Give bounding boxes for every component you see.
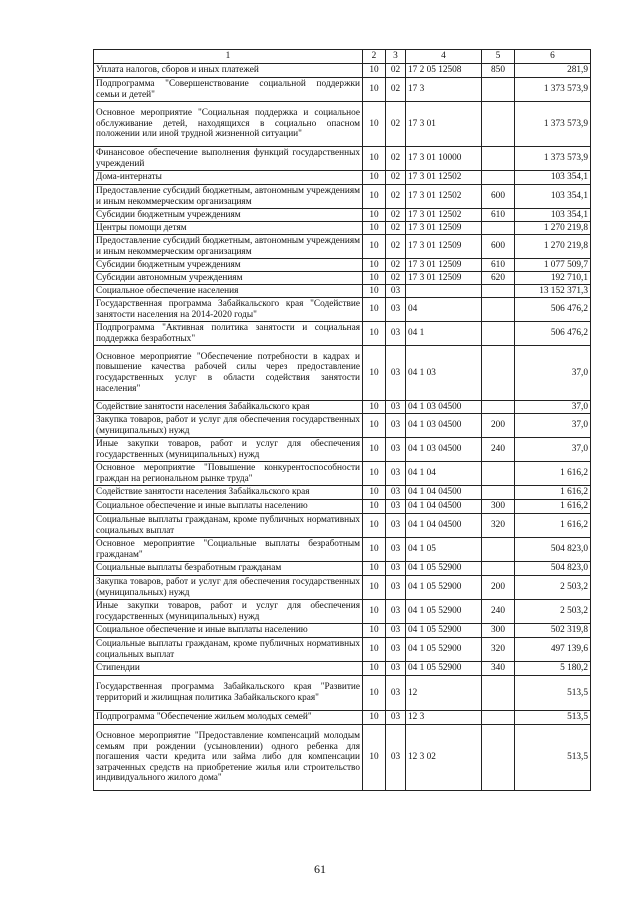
section-code: 10: [363, 78, 386, 102]
expense-type-code: [482, 147, 515, 171]
table-row: [94, 676, 591, 711]
target-article-code: 04 1 03: [406, 346, 482, 401]
amount: 506 476,2: [515, 322, 591, 346]
row-name: Подпрограмма "Совершенствование социальной поддержки семьи и детей": [94, 78, 363, 102]
table-row: [94, 486, 591, 500]
target-article-code: 04 1 04: [406, 462, 482, 486]
target-article-code: 12 3: [406, 711, 482, 725]
expense-type-code: 320: [482, 638, 515, 662]
subsection-code: 03: [386, 486, 406, 500]
subsection-code: 02: [386, 235, 406, 259]
section-code: 10: [363, 662, 386, 676]
row-name: Закупка товаров, работ и услуг для обеспечения государственных (муниципальных) нужд: [94, 414, 363, 438]
row-name: Иные закупки товаров, работ и услуг для обеспечения государственных (муниципальных) нужд: [94, 438, 363, 462]
section-code: 10: [363, 462, 386, 486]
amount: 281,9: [515, 64, 591, 78]
table-row: [94, 298, 591, 322]
target-article-code: 12: [406, 676, 482, 711]
table-row: [94, 78, 591, 102]
amount: 13 152 371,3: [515, 285, 591, 298]
amount: 192 710,1: [515, 272, 591, 285]
section-code: 10: [363, 638, 386, 662]
subsection-code: 02: [386, 209, 406, 222]
target-article-code: 04 1 05 52900: [406, 600, 482, 624]
expense-type-code: 240: [482, 600, 515, 624]
expense-type-code: [482, 462, 515, 486]
row-name: Основное мероприятие "Обеспечение потребности в кадрах и повышение качества рабочей силы через предоставление государственных услуг в области содействия занятости населения": [94, 346, 363, 401]
table-row: [94, 725, 591, 791]
subsection-code: 03: [386, 638, 406, 662]
row-name: Социальное обеспечение и иные выплаты населению: [94, 624, 363, 638]
table-row: [94, 222, 591, 235]
section-code: 10: [363, 235, 386, 259]
subsection-code: 02: [386, 259, 406, 272]
amount: 103 354,1: [515, 185, 591, 209]
table-row: [94, 600, 591, 624]
amount: 504 823,0: [515, 538, 591, 562]
section-code: 10: [363, 298, 386, 322]
expense-type-code: [482, 285, 515, 298]
subsection-code: 02: [386, 102, 406, 147]
row-name: Подпрограмма "Обеспечение жильем молодых семей": [94, 711, 363, 725]
expense-type-code: 200: [482, 576, 515, 600]
section-code: 10: [363, 538, 386, 562]
amount: 1 373 573,9: [515, 147, 591, 171]
row-name: Финансовое обеспечение выполнения функций государственных учреждений: [94, 147, 363, 171]
target-article-code: 17 3 01 12509: [406, 272, 482, 285]
expense-type-code: [482, 102, 515, 147]
section-code: 10: [363, 576, 386, 600]
section-code: 10: [363, 209, 386, 222]
amount: 37,0: [515, 438, 591, 462]
section-code: 10: [363, 414, 386, 438]
expense-type-code: [482, 486, 515, 500]
subsection-code: 02: [386, 272, 406, 285]
budget-table: [93, 49, 591, 791]
table-row: [94, 147, 591, 171]
amount: 37,0: [515, 414, 591, 438]
row-name: Содействие занятости населения Забайкальского края: [94, 401, 363, 414]
section-code: 10: [363, 624, 386, 638]
row-name: Основное мероприятие "Социальные выплаты безработным гражданам": [94, 538, 363, 562]
section-code: 10: [363, 725, 386, 791]
table-row: [94, 514, 591, 538]
amount: 2 503,2: [515, 600, 591, 624]
table-row: [94, 538, 591, 562]
header-col-5: 5: [482, 50, 515, 64]
target-article-code: 04 1 04 04500: [406, 486, 482, 500]
subsection-code: 02: [386, 171, 406, 185]
row-name: Субсидии бюджетным учреждениям: [94, 209, 363, 222]
subsection-code: 03: [386, 285, 406, 298]
table-row: [94, 64, 591, 78]
target-article-code: 17 2 05 12508: [406, 64, 482, 78]
section-code: 10: [363, 676, 386, 711]
amount: 103 354,1: [515, 171, 591, 185]
expense-type-code: 600: [482, 235, 515, 259]
table-row: [94, 209, 591, 222]
subsection-code: 02: [386, 78, 406, 102]
header-col-2: 2: [363, 50, 386, 64]
amount: 2 503,2: [515, 576, 591, 600]
subsection-code: 03: [386, 600, 406, 624]
section-code: 10: [363, 222, 386, 235]
subsection-code: 03: [386, 711, 406, 725]
target-article-code: 04 1 04 04500: [406, 500, 482, 514]
header-col-1: 1: [94, 50, 363, 64]
expense-type-code: 600: [482, 185, 515, 209]
target-article-code: 17 3 01 12502: [406, 171, 482, 185]
subsection-code: 03: [386, 500, 406, 514]
section-code: 10: [363, 259, 386, 272]
subsection-code: 03: [386, 401, 406, 414]
table-row: [94, 462, 591, 486]
amount: 502 319,8: [515, 624, 591, 638]
amount: 103 354,1: [515, 209, 591, 222]
subsection-code: 03: [386, 538, 406, 562]
table-row: [94, 401, 591, 414]
table-row: [94, 272, 591, 285]
table-row: [94, 185, 591, 209]
section-code: 10: [363, 64, 386, 78]
table-row: [94, 414, 591, 438]
section-code: 10: [363, 600, 386, 624]
row-name: Социальные выплаты безработным гражданам: [94, 562, 363, 576]
header-col-4: 4: [406, 50, 482, 64]
expense-type-code: 300: [482, 500, 515, 514]
subsection-code: 03: [386, 514, 406, 538]
table-row: [94, 438, 591, 462]
expense-type-code: 610: [482, 259, 515, 272]
section-code: 10: [363, 285, 386, 298]
expense-type-code: [482, 401, 515, 414]
row-name: Основное мероприятие "Предоставление компенсаций молодым семьям при рождении (усыновлении) одного ребенка для погашения части кредита или займа либо для компенсации затраченных средств на приобретение жилья или строительство индивидуального жилого дома": [94, 725, 363, 791]
amount: 504 823,0: [515, 562, 591, 576]
table-row: [94, 259, 591, 272]
expense-type-code: [482, 725, 515, 791]
table-header-row: [94, 50, 591, 64]
amount: 37,0: [515, 401, 591, 414]
subsection-code: 03: [386, 562, 406, 576]
expense-type-code: 610: [482, 209, 515, 222]
row-name: Государственная программа Забайкальского края "Развитие территорий и жилищная политика Забайкальского края": [94, 676, 363, 711]
subsection-code: 03: [386, 662, 406, 676]
amount: 1 373 573,9: [515, 102, 591, 147]
row-name: Центры помощи детям: [94, 222, 363, 235]
target-article-code: [406, 285, 482, 298]
target-article-code: 04: [406, 298, 482, 322]
expense-type-code: 300: [482, 624, 515, 638]
target-article-code: 17 3 01 12509: [406, 259, 482, 272]
target-article-code: 04 1 03 04500: [406, 401, 482, 414]
subsection-code: 02: [386, 64, 406, 78]
expense-type-code: 620: [482, 272, 515, 285]
expense-type-code: 320: [482, 514, 515, 538]
expense-type-code: [482, 711, 515, 725]
expense-type-code: 240: [482, 438, 515, 462]
section-code: 10: [363, 500, 386, 514]
table-row: [94, 285, 591, 298]
target-article-code: 04 1 04 04500: [406, 514, 482, 538]
amount: 5 180,2: [515, 662, 591, 676]
target-article-code: 04 1 05 52900: [406, 562, 482, 576]
amount: 513,5: [515, 725, 591, 791]
subsection-code: 02: [386, 147, 406, 171]
target-article-code: 04 1 05 52900: [406, 576, 482, 600]
amount: 1 616,2: [515, 486, 591, 500]
row-name: Подпрограмма "Активная политика занятости и социальная поддержка безработных": [94, 322, 363, 346]
amount: 497 139,6: [515, 638, 591, 662]
row-name: Предоставление субсидий бюджетным, автономным учреждениям и иным некоммерческим организациям: [94, 185, 363, 209]
row-name: Содействие занятости населения Забайкальского края: [94, 486, 363, 500]
subsection-code: 03: [386, 676, 406, 711]
subsection-code: 03: [386, 322, 406, 346]
section-code: 10: [363, 711, 386, 725]
target-article-code: 17 3 01 12502: [406, 185, 482, 209]
header-col-6: 6: [515, 50, 591, 64]
amount: 1 616,2: [515, 514, 591, 538]
target-article-code: 12 3 02: [406, 725, 482, 791]
table-row: [94, 500, 591, 514]
subsection-code: 03: [386, 298, 406, 322]
amount: 506 476,2: [515, 298, 591, 322]
amount: 513,5: [515, 711, 591, 725]
table-row: [94, 662, 591, 676]
amount: 1 616,2: [515, 462, 591, 486]
subsection-code: 03: [386, 438, 406, 462]
target-article-code: 17 3 01 12502: [406, 209, 482, 222]
expense-type-code: [482, 298, 515, 322]
expense-type-code: [482, 538, 515, 562]
table-row: [94, 102, 591, 147]
subsection-code: 03: [386, 725, 406, 791]
amount: 513,5: [515, 676, 591, 711]
section-code: 10: [363, 185, 386, 209]
row-name: Социальное обеспечение и иные выплаты населению: [94, 500, 363, 514]
amount: 1 373 573,9: [515, 78, 591, 102]
row-name: Дома-интернаты: [94, 171, 363, 185]
row-name: Предоставление субсидий бюджетным, автономным учреждениям и иным некоммерческим организациям: [94, 235, 363, 259]
section-code: 10: [363, 562, 386, 576]
section-code: 10: [363, 171, 386, 185]
subsection-code: 03: [386, 576, 406, 600]
table-row: [94, 322, 591, 346]
target-article-code: 04 1 03 04500: [406, 438, 482, 462]
row-name: Иные закупки товаров, работ и услуг для обеспечения государственных (муниципальных) нужд: [94, 600, 363, 624]
row-name: Социальные выплаты гражданам, кроме публичных нормативных социальных выплат: [94, 638, 363, 662]
target-article-code: 04 1 03 04500: [406, 414, 482, 438]
target-article-code: 04 1 05 52900: [406, 662, 482, 676]
target-article-code: 17 3 01 10000: [406, 147, 482, 171]
target-article-code: 04 1 05: [406, 538, 482, 562]
table-row: [94, 624, 591, 638]
table-row: [94, 562, 591, 576]
target-article-code: 17 3 01: [406, 102, 482, 147]
target-article-code: 04 1 05 52900: [406, 624, 482, 638]
amount: 1 270 219,8: [515, 235, 591, 259]
page-number: 61: [314, 862, 326, 876]
amount: 1 077 509,7: [515, 259, 591, 272]
subsection-code: 02: [386, 185, 406, 209]
row-name: Социальное обеспечение населения: [94, 285, 363, 298]
subsection-code: 03: [386, 346, 406, 401]
expense-type-code: [482, 322, 515, 346]
subsection-code: 03: [386, 462, 406, 486]
section-code: 10: [363, 514, 386, 538]
row-name: Закупка товаров, работ и услуг для обеспечения государственных (муниципальных) нужд: [94, 576, 363, 600]
expense-type-code: 340: [482, 662, 515, 676]
row-name: Уплата налогов, сборов и иных платежей: [94, 64, 363, 78]
section-code: 10: [363, 486, 386, 500]
table-body: [94, 64, 591, 791]
section-code: 10: [363, 438, 386, 462]
row-name: Социальные выплаты гражданам, кроме публичных нормативных социальных выплат: [94, 514, 363, 538]
row-name: Основное мероприятие "Повышение конкурентоспособности граждан на региональном рынке труда": [94, 462, 363, 486]
expense-type-code: [482, 78, 515, 102]
subsection-code: 02: [386, 222, 406, 235]
target-article-code: 17 3: [406, 78, 482, 102]
table-row: [94, 576, 591, 600]
section-code: 10: [363, 102, 386, 147]
table-row: [94, 638, 591, 662]
expense-type-code: [482, 222, 515, 235]
target-article-code: 04 1: [406, 322, 482, 346]
section-code: 10: [363, 401, 386, 414]
subsection-code: 03: [386, 624, 406, 638]
amount: 1 616,2: [515, 500, 591, 514]
table-row: [94, 711, 591, 725]
row-name: Субсидии автономным учреждениям: [94, 272, 363, 285]
amount: 1 270 219,8: [515, 222, 591, 235]
target-article-code: 17 3 01 12509: [406, 235, 482, 259]
table-row: [94, 346, 591, 401]
expense-type-code: [482, 346, 515, 401]
table-row: [94, 171, 591, 185]
section-code: 10: [363, 346, 386, 401]
amount: 37,0: [515, 346, 591, 401]
expense-type-code: 850: [482, 64, 515, 78]
row-name: Стипендии: [94, 662, 363, 676]
expense-type-code: [482, 171, 515, 185]
row-name: Государственная программа Забайкальского края "Содействие занятости населения на 2014-2020 годы": [94, 298, 363, 322]
expense-type-code: 200: [482, 414, 515, 438]
expense-type-code: [482, 562, 515, 576]
section-code: 10: [363, 322, 386, 346]
target-article-code: 17 3 01 12509: [406, 222, 482, 235]
row-name: Субсидии бюджетным учреждениям: [94, 259, 363, 272]
table-row: [94, 235, 591, 259]
row-name: Основное мероприятие "Социальная поддержка и социальное обслуживание детей, находящихся в социально опасном положении или иной трудной жизненной ситуации": [94, 102, 363, 147]
section-code: 10: [363, 272, 386, 285]
target-article-code: 04 1 05 52900: [406, 638, 482, 662]
section-code: 10: [363, 147, 386, 171]
header-col-3: 3: [386, 50, 406, 64]
subsection-code: 03: [386, 414, 406, 438]
expense-type-code: [482, 676, 515, 711]
